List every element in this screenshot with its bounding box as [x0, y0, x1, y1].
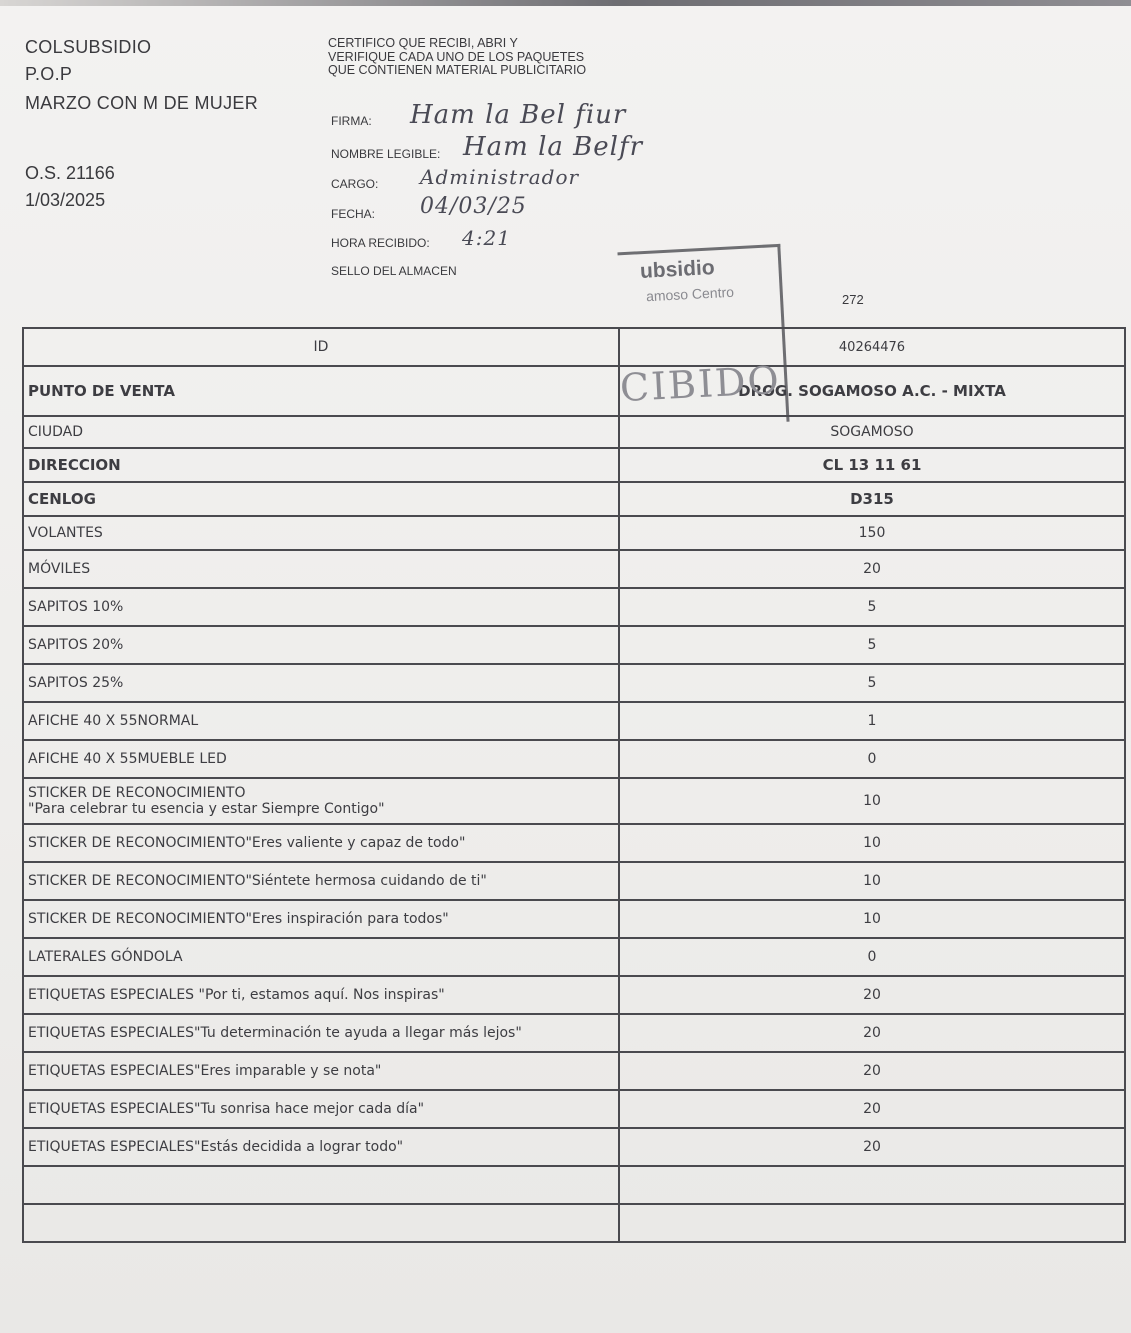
- table-row: [23, 664, 1125, 702]
- stamp-branch: amoso Centro: [645, 283, 735, 305]
- row-label-text: CIUDAD: [28, 424, 84, 440]
- table-row: [23, 1090, 1125, 1128]
- firma-signature: Ham la Bel fiur: [410, 100, 627, 130]
- section-name: P.O.P: [25, 64, 73, 84]
- table-row: [23, 366, 1125, 416]
- row-label: [23, 516, 619, 550]
- row-value: 10: [619, 778, 1125, 824]
- row-value: D315: [619, 482, 1125, 516]
- row-value: 20: [619, 1052, 1125, 1090]
- table-row: [23, 1052, 1125, 1090]
- table-row: [23, 550, 1125, 588]
- row-label: [23, 366, 619, 416]
- row-label: [23, 626, 619, 664]
- row-label: [23, 900, 619, 938]
- row-label-text: MÓVILES: [28, 561, 91, 577]
- table-row: [23, 516, 1125, 550]
- cargo-label: CARGO:: [331, 177, 379, 191]
- row-label-text: STICKER DE RECONOCIMIENTO"Eres inspiración para todos": [28, 911, 449, 927]
- row-value: 10: [619, 862, 1125, 900]
- row-value: [619, 1204, 1125, 1242]
- row-label-text: ETIQUETAS ESPECIALES"Estás decidida a lograr todo": [28, 1139, 404, 1155]
- table-row: [23, 416, 1125, 448]
- row-label-text: AFICHE 40 X 55MUEBLE LED: [28, 751, 227, 767]
- row-label: [23, 1204, 619, 1242]
- order-date: 1/03/2025: [25, 190, 106, 210]
- row-label-text: STICKER DE RECONOCIMIENTO"Siéntete hermosa cuidando de ti": [28, 873, 487, 889]
- row-label-text: PUNTO DE VENTA: [28, 382, 175, 400]
- row-label: [23, 938, 619, 976]
- row-value: 20: [619, 1128, 1125, 1166]
- certification-text: CERTIFICO QUE RECIBI, ABRI Y VERIFIQUE CADA UNO DE LOS PAQUETES QUE CONTIENEN MATERIAL PUBLICITARIO: [328, 36, 587, 77]
- row-value: 5: [619, 588, 1125, 626]
- hora-label: HORA RECIBIDO:: [331, 236, 430, 250]
- row-label: [23, 448, 619, 482]
- table-row: [23, 1204, 1125, 1242]
- table-row: [23, 778, 1125, 824]
- row-label-text: SAPITOS 25%: [28, 675, 124, 691]
- row-label-text: STICKER DE RECONOCIMIENTO"Eres valiente y capaz de todo": [28, 835, 466, 851]
- table-row: [23, 702, 1125, 740]
- row-value: 10: [619, 900, 1125, 938]
- table-row: [23, 482, 1125, 516]
- table-row: [23, 1014, 1125, 1052]
- fecha-label: FECHA:: [331, 207, 376, 221]
- table-row: [23, 862, 1125, 900]
- row-label: [23, 1128, 619, 1166]
- row-label: [23, 550, 619, 588]
- row-label-text: AFICHE 40 X 55NORMAL: [28, 713, 199, 729]
- row-label: [23, 740, 619, 778]
- row-label: [23, 702, 619, 740]
- firma-label: FIRMA:: [331, 114, 372, 128]
- row-label: [23, 862, 619, 900]
- row-value: DROG. SOGAMOSO A.C. - MIXTA: [619, 366, 1125, 416]
- row-label: [23, 824, 619, 862]
- row-label: [23, 1014, 619, 1052]
- row-label: [23, 588, 619, 626]
- campaign-name: MARZO CON M DE MUJER: [25, 93, 258, 113]
- sello-label: SELLO DEL ALMACEN: [331, 264, 457, 278]
- company-name: COLSUBSIDIO: [25, 37, 152, 57]
- stamp-received-word: CIBIDO: [618, 357, 782, 411]
- copy-number: 272: [842, 292, 864, 307]
- table-row: [23, 1128, 1125, 1166]
- row-value: 0: [619, 938, 1125, 976]
- row-value: 5: [619, 626, 1125, 664]
- table-row: [23, 740, 1125, 778]
- pop-material-table: [22, 327, 1126, 1243]
- table-row: [23, 626, 1125, 664]
- order-number: O.S. 21166: [25, 163, 115, 183]
- row-value: 1: [619, 702, 1125, 740]
- row-label: [23, 778, 619, 824]
- row-value: 5: [619, 664, 1125, 702]
- nombre-value: Ham la Belfr: [463, 132, 644, 162]
- row-label-text: ETIQUETAS ESPECIALES"Eres imparable y se nota": [28, 1063, 382, 1079]
- id-label: ID: [23, 328, 619, 366]
- table-row-id: [23, 328, 1125, 366]
- row-label-text: LATERALES GÓNDOLA: [28, 949, 183, 965]
- row-label-text: SAPITOS 10%: [28, 599, 124, 615]
- scan-top-edge: [0, 0, 1131, 6]
- row-label-text-line2: "Para celebrar tu esencia y estar Siempre Contigo": [28, 801, 385, 817]
- fecha-value: 04/03/25: [420, 194, 527, 219]
- row-value: [619, 1166, 1125, 1204]
- order-block: [25, 160, 115, 214]
- row-label-text: CENLOG: [28, 490, 96, 508]
- row-label-text: STICKER DE RECONOCIMIENTO: [28, 785, 246, 801]
- row-value: 10: [619, 824, 1125, 862]
- table-row: [23, 824, 1125, 862]
- row-label-text: DIRECCION: [28, 456, 121, 474]
- row-value: 20: [619, 1090, 1125, 1128]
- row-value: CL 13 11 61: [619, 448, 1125, 482]
- hora-value: 4:21: [462, 226, 511, 250]
- row-label: [23, 976, 619, 1014]
- table-body: [23, 328, 1125, 1242]
- row-value: 20: [619, 550, 1125, 588]
- nombre-label: NOMBRE LEGIBLE:: [331, 147, 441, 161]
- row-label: [23, 1166, 619, 1204]
- id-value: 40264476: [619, 328, 1125, 366]
- row-label: [23, 482, 619, 516]
- row-value: 0: [619, 740, 1125, 778]
- row-label-text: ETIQUETAS ESPECIALES"Tu determinación te ayuda a llegar más lejos": [28, 1025, 522, 1041]
- header-block: [25, 34, 258, 117]
- row-label-text: ETIQUETAS ESPECIALES "Por ti, estamos aquí. Nos inspiras": [28, 987, 445, 1003]
- row-label: [23, 1090, 619, 1128]
- cargo-value: Administrador: [420, 165, 580, 189]
- table-row: [23, 588, 1125, 626]
- row-label: [23, 416, 619, 448]
- table-row: [23, 976, 1125, 1014]
- table-row: [23, 448, 1125, 482]
- table-row: [23, 900, 1125, 938]
- row-label-text: SAPITOS 20%: [28, 637, 124, 653]
- row-value: 20: [619, 1014, 1125, 1052]
- row-label-text: ETIQUETAS ESPECIALES"Tu sonrisa hace mejor cada día": [28, 1101, 425, 1117]
- row-label-text: VOLANTES: [28, 525, 103, 541]
- table-row: [23, 1166, 1125, 1204]
- row-label: [23, 1052, 619, 1090]
- row-value: SOGAMOSO: [619, 416, 1125, 448]
- stamp-brand: ubsidio: [639, 256, 716, 283]
- row-value: 20: [619, 976, 1125, 1014]
- table-row: [23, 938, 1125, 976]
- row-value: 150: [619, 516, 1125, 550]
- row-label: [23, 664, 619, 702]
